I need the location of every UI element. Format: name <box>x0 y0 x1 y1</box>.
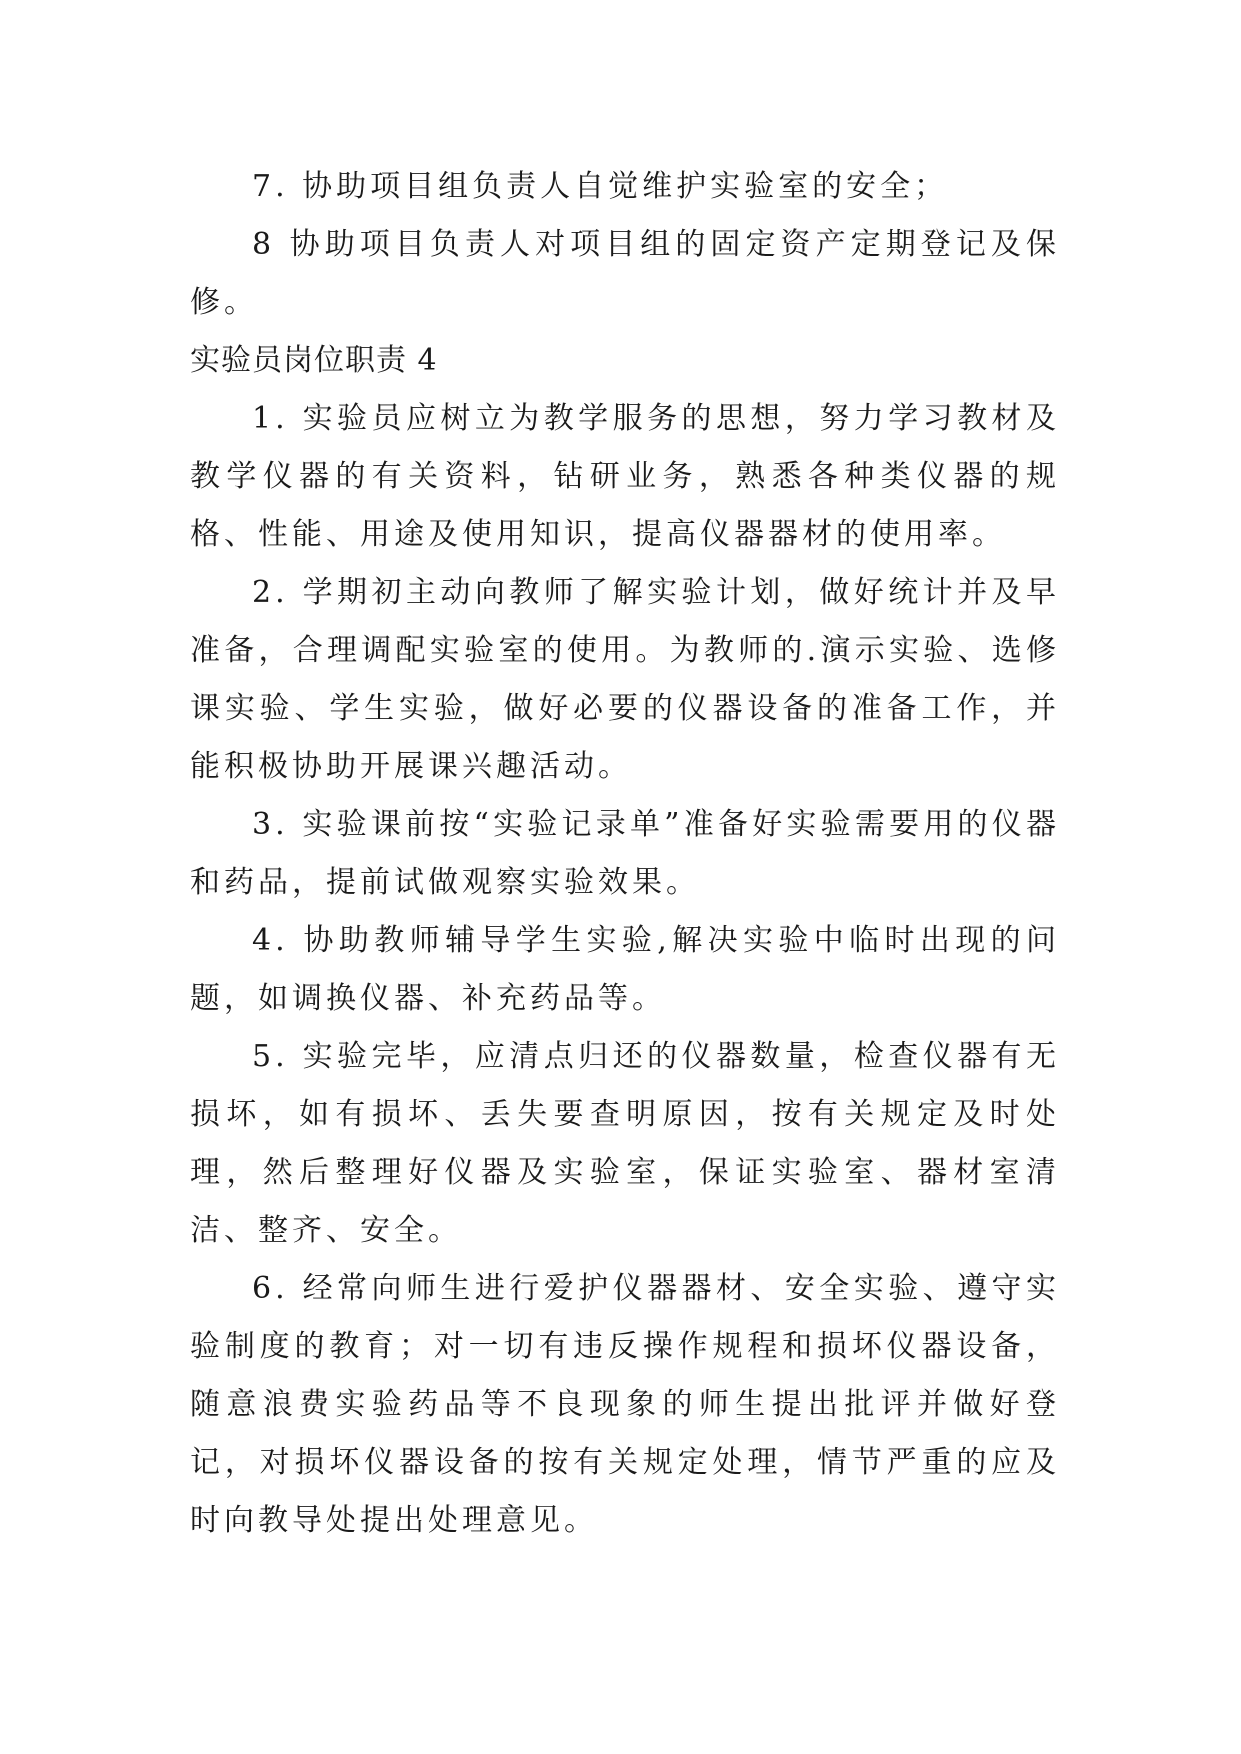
section-heading: 实验员岗位职责 4 <box>190 343 438 378</box>
paragraph-item-8: 8 协助项目负责人对项目组的固定资产定期登记及保修。 <box>190 227 1060 320</box>
document-page <box>190 158 1060 1550</box>
paragraph-duty-4: 4. 协助教师辅导学生实验,解决实验中临时出现的问题，如调换仪器、补充药品等。 <box>190 923 1060 1016</box>
paragraph-duty-6: 6. 经常向师生进行爱护仪器器材、安全实验、遵守实验制度的教育；对一切有违反操作规程和损坏仪器设备，随意浪费实验药品等不良现象的师生提出批评并做好登记，对损坏仪器设备的按有关规定处理，情节严重的应及时向教导处提出处理意见。 <box>190 1271 1060 1538</box>
paragraph-item-7: 7. 协助项目组负责人自觉维护实验室的安全； <box>252 169 949 204</box>
paragraph-duty-1: 1. 实验员应树立为教学服务的思想，努力学习教材及教学仪器的有关资料，钻研业务，熟悉各种类仪器的规格、性能、用途及使用知识，提高仪器器材的使用率。 <box>190 401 1060 552</box>
paragraph-duty-3: 3. 实验课前按“实验记录单”准备好实验需要用的仪器和药品，提前试做观察实验效果。 <box>190 807 1060 900</box>
paragraph-duty-5: 5. 实验完毕，应清点归还的仪器数量，检查仪器有无损坏，如有损坏、丢失要查明原因，按有关规定及时处理，然后整理好仪器及实验室，保证实验室、器材室清洁、整齐、安全。 <box>190 1039 1060 1248</box>
paragraph-duty-2: 2. 学期初主动向教师了解实验计划，做好统计并及早准备，合理调配实验室的使用。为教师的.演示实验、选修课实验、学生实验，做好必要的仪器设备的准备工作，并能积极协助开展课兴趣活动。 <box>190 575 1060 784</box>
